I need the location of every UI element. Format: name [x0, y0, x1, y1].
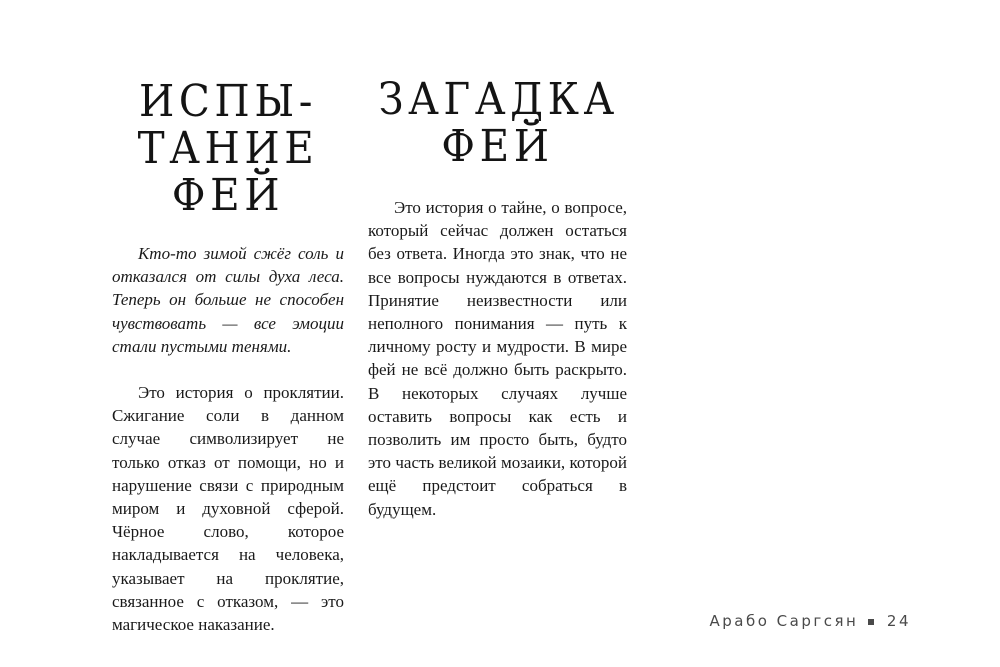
right-body-paragraph: Это история о тайне, о вопросе, который сейчас должен остаться без ответа. Иногда это знак, что не все вопросы нуждаются в ответах. Принятие неизвестности или неполного понимания — путь к личному росту и мудрости. В мире фей не всё должно быть раскрыто. В некоторых случаях лучше оставить вопросы как есть и позволить им просто быть, будто это часть великой мозаики, которой ещё предстоит собраться в будущем.: [368, 198, 627, 519]
left-intro-paragraph: Кто-то зимой сжёг соль и отказался от силы духа леса. Теперь он больше не способен чувствовать — все эмоции стали пустыми тенями.: [112, 244, 344, 356]
left-column: [112, 70, 344, 636]
heading-line: ФЕЙ: [171, 170, 285, 221]
page-number: 24: [886, 612, 911, 630]
page-footer: [710, 612, 911, 630]
heading-line: ЗАГАДКА: [378, 74, 619, 125]
heading-line: ИСПЫ-: [138, 76, 318, 127]
left-heading: [121, 78, 334, 219]
square-separator-icon: [868, 619, 874, 625]
right-column: [368, 70, 627, 521]
right-heading: [378, 74, 619, 172]
heading-line: ФЕЙ: [441, 121, 554, 172]
heading-line: ТАНИЕ: [137, 123, 319, 174]
left-body-paragraph: Это история о проклятии. Сжигание соли в данном случае символизирует не только отказ от помощи, но и нарушение связи с природным миром и духовной сферой. Чёрное слово, которое накладывается на человека, указывает на проклятие, связанное с отказом, — это магическое наказание.: [112, 383, 344, 635]
author-name: Арабо Саргсян: [709, 612, 859, 630]
